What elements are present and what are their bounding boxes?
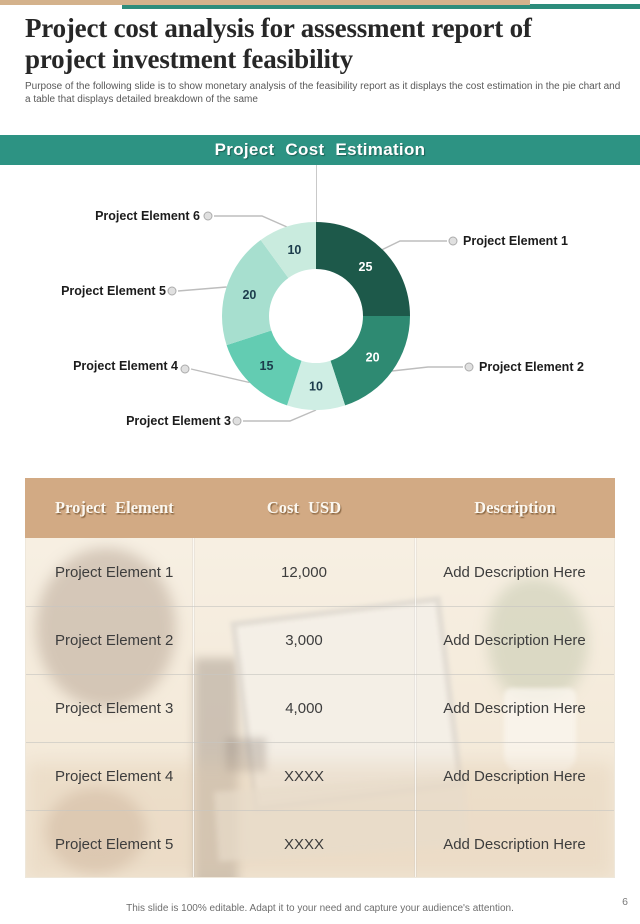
cell-element: Project Element 2 — [55, 631, 174, 649]
page-number: 6 — [622, 896, 628, 908]
table-header-cost-usd: Cost USD — [266, 498, 342, 517]
leader-line-element2 — [392, 367, 463, 371]
cell-description: Add Description Here — [443, 835, 586, 853]
cell-description: Add Description Here — [443, 631, 586, 649]
segment-value-element1: 25 — [358, 260, 373, 274]
cell-element: Project Element 3 — [55, 699, 174, 717]
connector-dot — [465, 363, 473, 371]
callout-label-element1: Project Element 1 — [463, 234, 568, 248]
leader-line-element6 — [214, 216, 287, 227]
footer-note: This slide is 100% editable. Adapt it to your need and capture your audience's attention. — [126, 903, 514, 914]
connector-dot — [168, 287, 176, 295]
cell-element: Project Element 1 — [55, 563, 174, 581]
connector-dot — [449, 237, 457, 245]
cell-cost: 4,000 — [285, 699, 323, 717]
page-title — [25, 13, 630, 75]
segment-value-element2: 20 — [365, 350, 380, 365]
page-title-line2: project investment feasibility — [25, 44, 353, 74]
table-row — [26, 538, 614, 606]
table-rows — [26, 538, 614, 878]
cell-element: Project Element 4 — [55, 767, 174, 785]
callout-label-element4: Project Element 4 — [73, 359, 178, 373]
leader-line-element3 — [243, 410, 316, 421]
cell-cost: XXXX — [283, 767, 325, 785]
top-accent-bar-tan — [0, 0, 530, 5]
callout-label-element2: Project Element 2 — [479, 360, 584, 374]
segment-value-element5: 20 — [242, 288, 257, 302]
cell-element: Project Element 5 — [55, 835, 174, 853]
table-header-project-element: Project Element — [55, 498, 174, 517]
table-body — [25, 538, 615, 878]
cell-cost: 3,000 — [285, 631, 323, 649]
callout-label-element5: Project Element 5 — [61, 284, 166, 298]
callout-label-element6: Project Element 6 — [95, 209, 200, 223]
leader-line-element5 — [178, 287, 227, 291]
cell-description: Add Description Here — [443, 767, 586, 785]
table-row — [26, 606, 614, 674]
section-banner — [0, 135, 640, 165]
section-banner-title: Project Cost Estimation — [214, 140, 426, 159]
donut-chart-svg — [0, 195, 640, 445]
cell-cost: 12,000 — [281, 563, 327, 581]
table-row — [26, 810, 614, 878]
table-header-description: Description — [474, 498, 556, 517]
cell-description: Add Description Here — [443, 563, 586, 581]
segment-value-element3: 10 — [309, 379, 323, 394]
cell-description: Add Description Here — [443, 699, 586, 717]
page-subtitle: Purpose of the following slide is to show monetary analysis of the feasibility report as it displays the cost estimation in the pie chart and a table that displays detailed breakdown of the same — [25, 81, 621, 105]
segment-value-element6: 10 — [287, 243, 302, 257]
segment-value-element4: 15 — [259, 359, 274, 373]
cell-cost: XXXX — [283, 835, 325, 853]
connector-dot — [181, 365, 189, 373]
page-title-line1: Project cost analysis for assessment report of — [25, 13, 532, 43]
donut-chart — [0, 195, 640, 445]
table-row — [26, 674, 614, 742]
callout-label-element3: Project Element 3 — [126, 414, 231, 428]
cost-table — [25, 478, 615, 878]
connector-dot — [233, 417, 241, 425]
table-header-row — [25, 478, 615, 538]
leader-line-element1 — [383, 241, 448, 250]
connector-dot — [204, 212, 212, 220]
table-row — [26, 742, 614, 810]
